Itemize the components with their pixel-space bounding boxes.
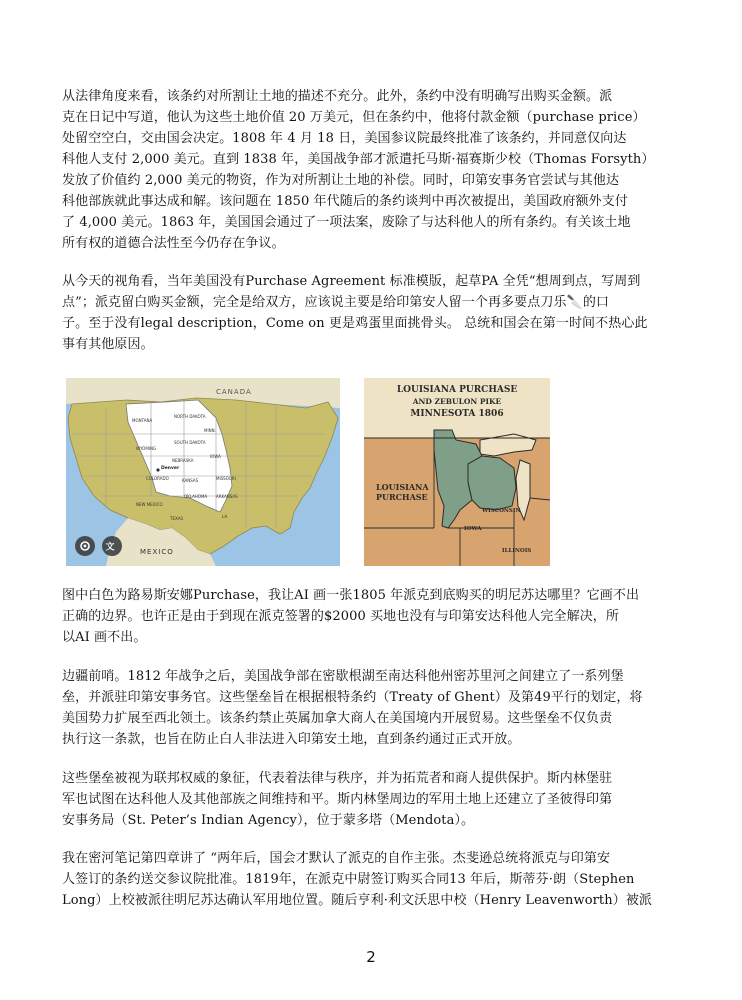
state-label: WYOMING <box>136 446 157 451</box>
text-line: 我在密河笔记第四章讲了 “两年后，国会才默认了派克的自作主张。杰斐逊总统将派克与印第安 <box>62 851 611 866</box>
translate-icon: 文 <box>105 542 115 553</box>
text-line: 图中白色为路易斯安娜Purchase，我让AI 画一张1805 年派克到底购买的明尼苏达哪里？它画不出 <box>62 588 640 603</box>
text-line: 子。至于没有legal description，Come on 更是鸡蛋里面挑骨头。 总统和国会在第一时间不热心此 <box>62 316 648 331</box>
paragraph-modern-view <box>62 271 684 355</box>
state-label: MISSOURI <box>216 476 236 481</box>
paragraph-forts-symbol <box>62 768 684 831</box>
paragraph-notes-chapter-four <box>62 848 684 911</box>
region-label: PURCHASE <box>376 492 428 502</box>
text-line: 安事务局（St. Peter’s Indian Agency），位于蒙多塔（Mendota）。 <box>62 813 475 828</box>
text-line: 所有权的道德合法性至今仍存在争议。 <box>62 236 285 251</box>
state-label: OKLAHOMA <box>184 494 208 499</box>
text-line: 边疆前哨。1812 年战争之后，美国战争部在密歇根湖至南达科他州密苏里河之间建立了一系列堡 <box>62 669 624 684</box>
text-line: 从法律角度来看，该条约对所割让土地的描述不充分。此外，条约中没有明确写出购买金额。派 <box>62 89 613 104</box>
us-map-svg <box>66 378 340 566</box>
text-line: 了 4,000 美元。1863 年，美国国会通过了一项法案，废除了与达科他人的所有条约。有关该土地 <box>62 215 631 230</box>
state-label: NEW MEXICO <box>136 502 163 507</box>
state-label: TEXAS <box>170 516 183 521</box>
state-label-wisconsin: WISCONSIN <box>482 508 521 514</box>
text-line: 正确的边界。也许正是由于到现在派克签署的$2000 买地也没有与印第安达科他人完全解决，所 <box>62 609 619 624</box>
mexico-label: MEXICO <box>140 548 174 556</box>
louisiana-purchase-us-map <box>66 378 340 566</box>
text-line: 人签订的条约送交参议院批准。1819年，在派克中尉签订购买合同13 年后，斯蒂芬·朗（Stephen <box>62 872 635 887</box>
text-line: 执行这一条款，也旨在防止白人非法进入印第安土地，直到条约通过正式开放。 <box>62 732 521 747</box>
state-label: SOUTH DAKOTA <box>174 440 206 445</box>
paragraph-map-caption <box>62 585 684 648</box>
state-label: NORTH DAKOTA <box>174 414 206 419</box>
wisconsin-teal-area <box>468 456 516 510</box>
text-line: 事有其他原因。 <box>62 337 154 352</box>
canada-label: CANADA <box>216 388 252 396</box>
state-label: MINN. <box>204 428 216 433</box>
map-title-line: AND ZEBULON PIKE <box>412 397 502 406</box>
pike-minnesota-1806-map <box>364 378 550 566</box>
text-line: 克在日记中写道，他认为这些土地价值 20 万美元，但在条约中，他将付款金额（purchase price） <box>62 110 646 125</box>
text-line: 科他人支付 2,000 美元。直到 1838 年，美国战争部才派遣托马斯·福赛斯少校（Thomas Forsyth） <box>62 152 655 167</box>
city-label: Denver <box>161 466 180 471</box>
text-line: 科他部族就此事达成和解。该问题在 1850 年代随后的条约谈判中再次被提出，美国政府额外支付 <box>62 194 628 209</box>
text-line: Long）上校被派往明尼苏达确认军用地位置。随后亨利·利文沃思中校（Henry Leavenworth）被派 <box>62 893 653 908</box>
text-line: 军也试图在达科他人及其他部族之间维持和平。斯内林堡周边的军用土地上还建立了圣彼得印第 <box>62 792 613 807</box>
lens-button[interactable] <box>75 536 95 556</box>
text-line: 从今天的视角看，当年美国没有Purchase Agreement 标准模版，起草PA 全凭“想周到点，写周到 <box>62 274 641 289</box>
text-line: 垒，并派驻印第安事务官。这些堡垒旨在根据根特条约（Treaty of Ghent）及第49平行的划定，将 <box>62 690 643 705</box>
paragraph-treaty-legal-view <box>62 86 684 254</box>
state-label: LA. <box>222 514 229 519</box>
state-label: IOWA <box>210 454 221 459</box>
state-label-iowa: IOWA <box>464 526 482 532</box>
state-label: COLORADO <box>146 476 169 481</box>
text-line: 处留空空白，交由国会决定。1808 年 4 月 18 日，美国参议院最终批准了该条约，并同意仅向达 <box>62 131 627 146</box>
paragraph-frontier-outposts <box>62 666 684 750</box>
state-label: KANSAS <box>182 478 199 483</box>
text-line: 美国势力扩展至西北领土。该条约禁止英属加拿大商人在美国境内开展贸易。这些堡垒不仅负责 <box>62 711 613 726</box>
state-label: NEBRASKA <box>172 458 194 463</box>
pike-map-svg <box>364 378 550 566</box>
region-label: LOUISIANA <box>376 482 429 492</box>
page-number: 2 <box>366 948 376 966</box>
state-label-illinois: ILLINOIS <box>502 548 532 554</box>
text-line: 以AI 画不出。 <box>62 630 147 645</box>
text-line: 发放了价值约 2,000 美元的物资，作为对所割让土地的补偿。同时，印第安事务官尝试与其他达 <box>62 173 620 188</box>
state-label: MONTANA <box>132 418 153 423</box>
text-line: 这些堡垒被视为联邦权威的象征，代表着法律与秩序，并为拓荒者和商人提供保护。斯内林堡驻 <box>62 771 613 786</box>
city-dot <box>156 468 159 471</box>
state-label: ARKANSAS <box>216 494 238 499</box>
lens-icon-dot <box>84 545 87 548</box>
translate-button[interactable] <box>102 536 122 556</box>
map-title-line: MINNESOTA 1806 <box>410 409 504 419</box>
map-title-line: LOUISIANA PURCHASE <box>396 385 518 395</box>
text-line: 点”；派克留白购买金额，完全是给双方，应该说主要是给印第安人留一个再多要点刀乐🔪的口 <box>62 295 610 310</box>
